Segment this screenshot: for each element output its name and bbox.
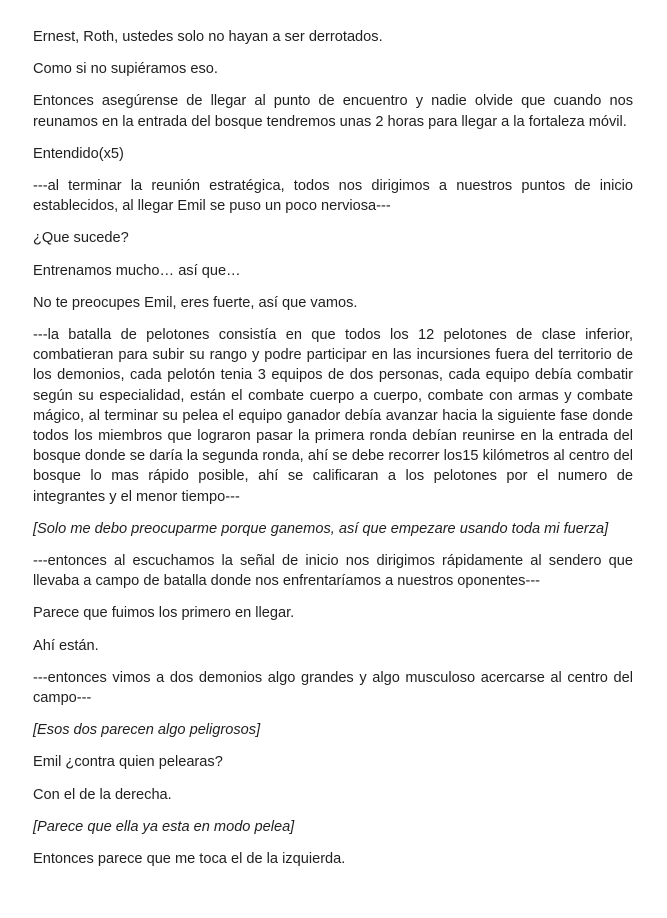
dialogue-line: Parece que fuimos los primero en llegar. bbox=[33, 605, 295, 622]
dialogue-line: ¿Que sucede? bbox=[33, 230, 129, 247]
dialogue-line: Entrenamos mucho… así que… bbox=[33, 262, 241, 279]
narration-paragraph: ---entonces al escuchamos la señal de inicio nos dirigimos rápidamente al sendero que llevaba a campo de batalla donde nos enfrentaríamos a nuestros oponentes--- bbox=[33, 553, 633, 590]
document-page bbox=[33, 27, 633, 881]
dialogue-line: Entonces parece que me toca el de la izquierda. bbox=[33, 851, 346, 868]
thought-line: [Solo me debo preocuparme porque ganemos, así que empezare usando toda mi fuerza] bbox=[33, 520, 609, 537]
thought-line: [Esos dos parecen algo peligrosos] bbox=[33, 722, 261, 739]
narration-paragraph: ---entonces vimos a dos demonios algo grandes y algo musculoso acercarse al centro del campo--- bbox=[33, 669, 633, 707]
dialogue-line: Entendido(x5) bbox=[33, 145, 124, 162]
dialogue-line: Ernest, Roth, ustedes solo no hayan a ser derrotados. bbox=[33, 29, 383, 45]
dialogue-line: Con el de la derecha. bbox=[33, 786, 172, 803]
narration-paragraph: ---al terminar la reunión estratégica, todos nos dirigimos a nuestros puntos de inicio establecidos, al llegar Emil se puso un poco nerviosa--- bbox=[33, 178, 633, 215]
dialogue-line: Emil ¿contra quien pelearas? bbox=[33, 754, 223, 771]
dialogue-line: Ahí están. bbox=[33, 637, 99, 654]
thought-line: [Parece que ella ya esta en modo pelea] bbox=[33, 818, 295, 835]
narration-paragraph: ---la batalla de pelotones consistía en que todos los 12 pelotones de clase inferior, combatieran para subir su rango y podre participar en las incursiones fuera del territorio de los demonios, cada pelotón tenia 3 equipos de dos personas, cada equipo debía combatir según su especialidad, están el combate cuerpo a cuerpo, combate con armas y combate mágico, al terminar su pelea el equipo ganador debía avanzar hacia la siguiente fase donde todos los miembros que lograron pasar la primera ronda debían reunirse en la entrada del bosque donde se daría la segunda ronda, ahí se debe recorrer los15 kilómetros al centro del bosque lo mas rápido posible, ahí se calificaran a los pelotones por el numero de integrantes y el menor tiempo--- bbox=[33, 327, 633, 505]
dialogue-line: Entonces asegúrense de llegar al punto de encuentro y nadie olvide que cuando nos reunamos en la entrada del bosque tendremos unas 2 horas para llegar a la fortaleza móvil. bbox=[33, 93, 633, 130]
dialogue-line: Como si no supiéramos eso. bbox=[33, 61, 218, 78]
dialogue-line: No te preocupes Emil, eres fuerte, así que vamos. bbox=[33, 294, 358, 311]
